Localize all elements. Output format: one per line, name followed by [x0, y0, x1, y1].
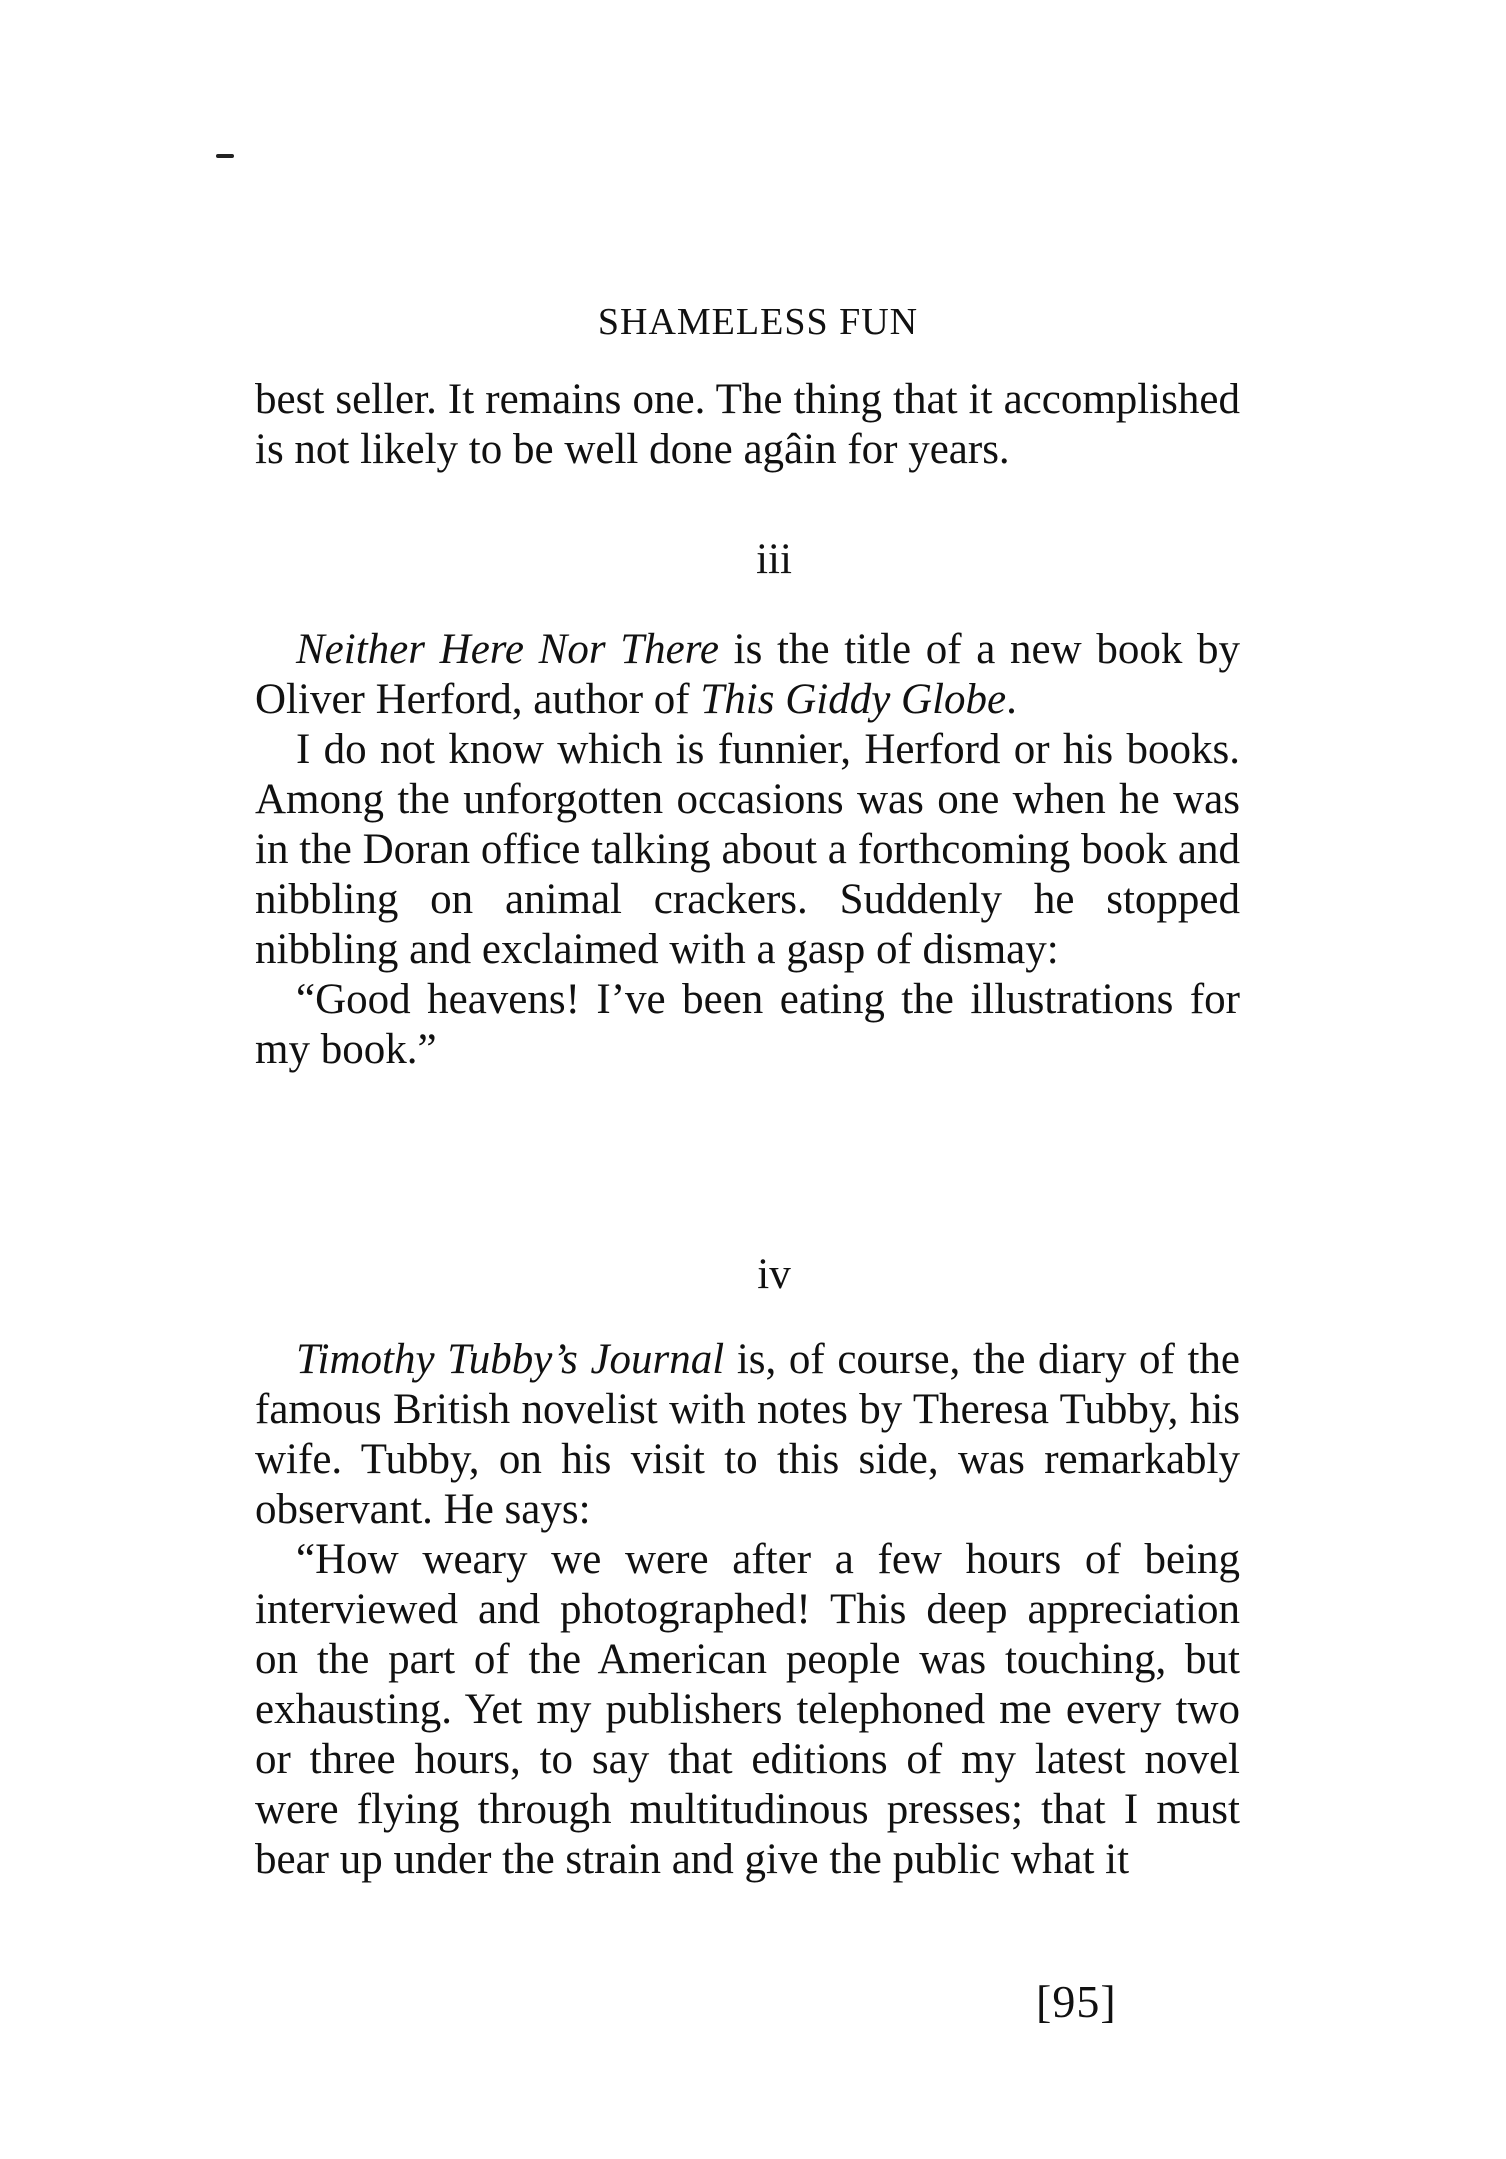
- section-iii-text-block: [255, 625, 1240, 1075]
- book-title-neither-here-nor-there: Neither Here Nor There: [296, 626, 719, 673]
- running-head: SHAMELESS FUN: [597, 301, 919, 343]
- stray-ink-mark: [216, 154, 234, 158]
- section-iv-paragraph-2: “How weary we were after a few hours of being interviewed and photographed! This deep appreciation on the part of the American people was touching, but exhausting. Yet my publishers telephoned me every two or three hours, to say that editions of my latest novel were flying through multitudinous presses; that I must bear up under the strain and give the public what it: [255, 1536, 1240, 1883]
- book-title-this-giddy-globe: This Giddy Globe: [700, 676, 1007, 723]
- continuation-text-block: [255, 375, 1240, 475]
- page-number: [95]: [1036, 1976, 1117, 2027]
- book-title-timothy-tubbys-journal: Timothy Tubby’s Journal: [296, 1336, 725, 1383]
- section-iii-paragraph-2: I do not know which is funnier, Herford or his books. Among the unforgotten occasions was one when he was in the Doran office talking about a forthcoming book and nibbling on animal crackers. Suddenly he stopped nibbling and exclaimed with a gasp of dismay:: [255, 726, 1240, 973]
- paragraph-text: is the title of a new book by Oliver Herford, author of: [255, 626, 1240, 723]
- section-iv-paragraph-1: [255, 1335, 1240, 1535]
- paragraph-text: .: [1006, 676, 1017, 723]
- section-number-iv: iv: [757, 1251, 791, 1298]
- section-iii-paragraph-3: “Good heavens! I’ve been eating the illustrations for my book.”: [255, 976, 1240, 1073]
- section-number-iii: iii: [756, 536, 792, 583]
- section-iii-paragraph-1: [255, 625, 1240, 725]
- continuation-paragraph: best seller. It remains one. The thing that it accomplished is not likely to be well done agâin for years.: [255, 376, 1240, 473]
- paragraph-text: is, of course, the diary of the famous British novelist with notes by Theresa Tubby, his wife. Tubby, on his visit to this side, was remarkably observant. He says:: [255, 1336, 1240, 1533]
- section-iv-text-block: [255, 1335, 1240, 1885]
